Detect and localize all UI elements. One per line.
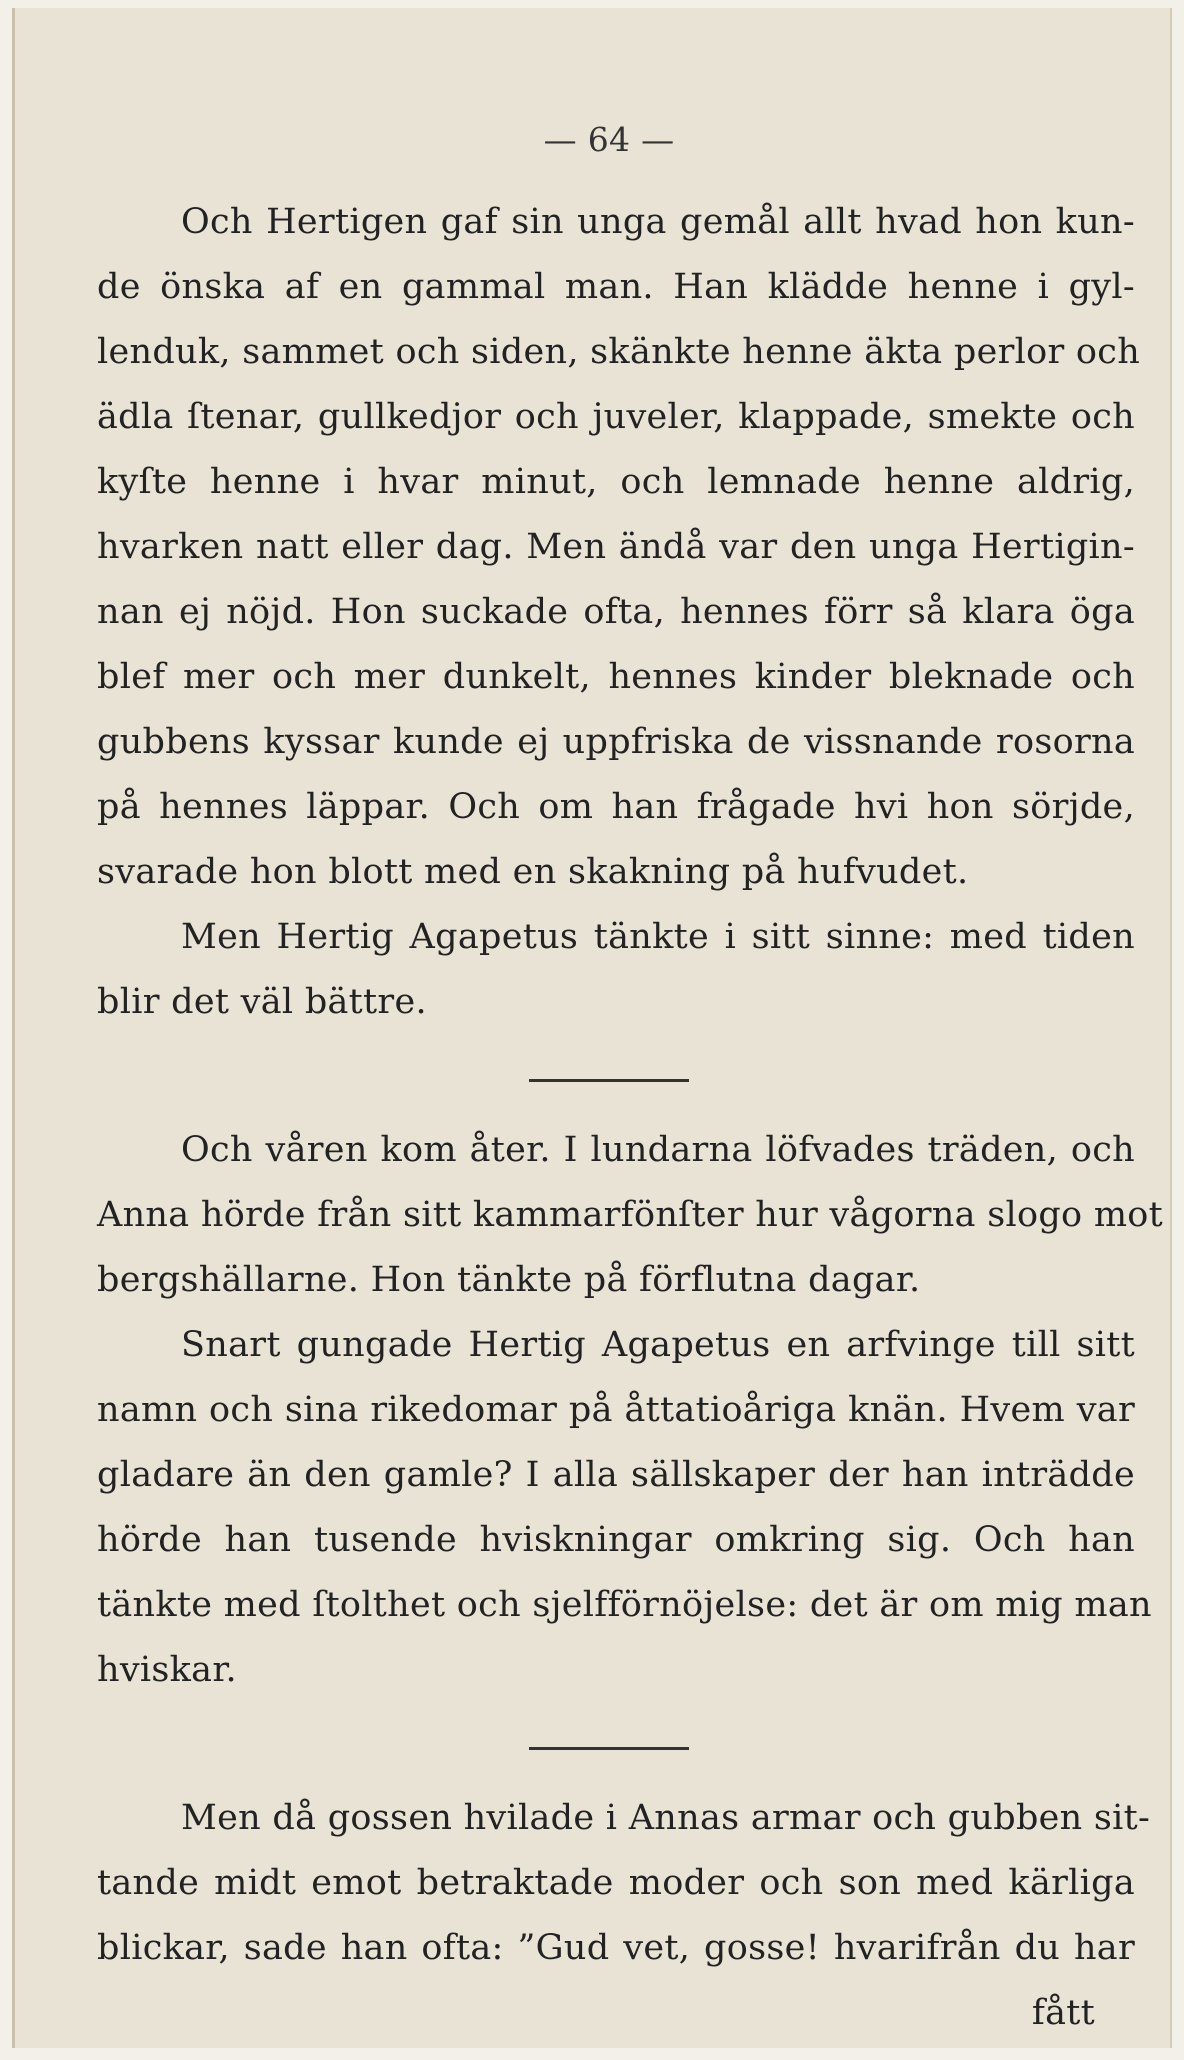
text-line: blickar, sade han ofta: ”Gud vet, gosse! hvarifrån du har — [97, 1928, 1135, 1968]
text-line: gladare än den gamle? I alla sällskaper der han inträdde — [97, 1455, 1135, 1495]
text-line: svarade hon blott med en skakning på hufvudet. — [97, 852, 969, 892]
text-line: Men då gossen hvilade i Annas armar och gubben sit- — [181, 1798, 1151, 1838]
text-line: på hennes läppar. Och om han frågade hvi hon sörjde, — [97, 787, 1135, 827]
paragraph-2 — [83, 905, 1135, 1035]
text-line: ädla ſtenar, gullkedjor och juveler, klappade, smekte och — [97, 397, 1135, 437]
text-line: hviskar. — [97, 1650, 237, 1690]
text-line: blef mer och mer dunkelt, hennes kinder bleknade och — [97, 657, 1135, 697]
paragraph-3 — [83, 1118, 1164, 1313]
text-line: de önska af en gammal man. Han klädde henne i gyl- — [97, 267, 1135, 307]
text-line: blir det väl bättre. — [97, 982, 427, 1022]
catchword: fått — [1031, 1993, 1095, 2033]
text-line: tänkte med ſtolthet och sjelfförnöjelse: det är om mig man — [97, 1585, 1152, 1625]
text-line: nan ej nöjd. Hon suckade ofta, hennes förr så klara öga — [97, 592, 1135, 632]
section-divider — [529, 1079, 689, 1082]
book-page — [12, 8, 1172, 2048]
text-line: namn och sina rikedomar på åttatioåriga knän. Hvem var — [97, 1390, 1135, 1430]
text-line: kyſte henne i hvar minut, och lemnade henne aldrig, — [97, 462, 1135, 502]
text-line: Men Hertig Agapetus tänkte i sitt sinne: med tiden — [181, 917, 1135, 957]
paragraph-5 — [83, 1786, 1151, 1981]
text-line: bergshällarne. Hon tänkte på förflutna dagar. — [97, 1260, 921, 1300]
paragraph-1 — [83, 190, 1141, 905]
text-line: Anna hörde från sitt kammarfönſter hur vågorna slogo mot — [97, 1195, 1164, 1235]
text-line: tande midt emot betraktade moder och son med kärliga — [97, 1863, 1135, 1903]
page-content — [83, 110, 1164, 2046]
text-line: hörde han tusende hviskningar omkring sig. Och han — [97, 1520, 1135, 1560]
text-line: Och våren kom åter. I lundarna löfvades träden, och — [181, 1130, 1135, 1170]
text-line: gubbens kyssar kunde ej uppfriska de vissnande rosorna — [97, 722, 1135, 762]
text-line: lenduk, sammet och siden, skänkte henne äkta perlor och — [97, 332, 1141, 372]
text-line: hvarken natt eller dag. Men ändå var den unga Hertigin- — [97, 527, 1135, 567]
paragraph-4 — [83, 1313, 1152, 1703]
section-divider — [529, 1747, 689, 1750]
text-line: Och Hertigen gaf sin unga gemål allt hvad hon kun- — [181, 202, 1135, 242]
text-line: Snart gungade Hertig Agapetus en arfvinge till sitt — [181, 1325, 1135, 1365]
page-number: — 64 — — [543, 120, 675, 159]
